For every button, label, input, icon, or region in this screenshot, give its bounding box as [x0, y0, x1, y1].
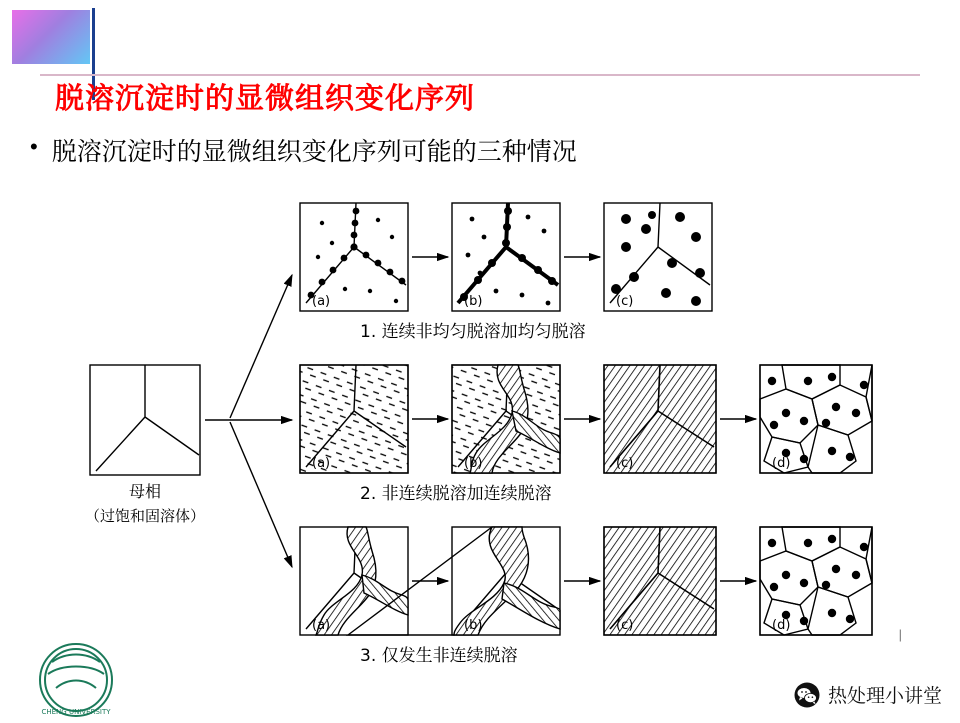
svg-text:(a): (a) — [312, 294, 331, 309]
panel-2a — [300, 365, 408, 473]
panel-3c — [604, 527, 716, 635]
panel-parent-phase — [85, 365, 205, 525]
panel-1a — [300, 203, 408, 311]
svg-text:(a): (a) — [312, 618, 331, 633]
row3-caption: 3. 仅发生非连续脱溶 — [360, 646, 518, 666]
svg-text:(b): (b) — [464, 456, 483, 471]
svg-text:(b): (b) — [464, 294, 483, 309]
bullet-line — [30, 132, 577, 168]
svg-text:母相: 母相 — [128, 482, 162, 501]
wechat-credit — [794, 681, 942, 708]
panel-2c — [604, 365, 716, 473]
university-seal-logo — [22, 618, 130, 718]
bullet-marker: • — [30, 134, 38, 159]
svg-text:（过饱和固溶体）: （过饱和固溶体） — [84, 507, 206, 525]
panel-1c — [604, 203, 712, 311]
svg-text:(d): (d) — [772, 618, 791, 633]
svg-text:(a): (a) — [312, 456, 331, 471]
wechat-icon — [794, 682, 820, 708]
wechat-label: 热处理小讲堂 — [827, 685, 942, 707]
microstructure-sequence-diagram — [60, 185, 900, 675]
svg-text:(b): (b) — [464, 618, 483, 633]
page-tick-mark: | — [898, 627, 902, 642]
svg-text:(c): (c) — [616, 294, 634, 309]
svg-text:(d): (d) — [772, 456, 791, 471]
panel-2d — [760, 365, 872, 473]
branch-arrows — [205, 275, 292, 567]
panel-3d — [760, 527, 872, 635]
row1-caption: 1. 连续非均匀脱溶加均匀脱溶 — [360, 322, 586, 342]
svg-text:CHENG UNIVERSITY: CHENG UNIVERSITY — [41, 708, 111, 716]
decorative-gradient-square — [12, 10, 90, 64]
panel-2b — [452, 365, 560, 473]
svg-text:(c): (c) — [616, 456, 634, 471]
row2-caption: 2. 非连续脱溶加连续脱溶 — [360, 484, 552, 504]
page-title: 脱溶沉淀时的显微组织变化序列 — [55, 81, 476, 115]
panel-1b — [452, 203, 560, 311]
bullet-label: 脱溶沉淀时的显微组织变化序列可能的三种情况 — [51, 137, 577, 166]
svg-text:(c): (c) — [616, 618, 634, 633]
panel-3a — [300, 527, 408, 635]
